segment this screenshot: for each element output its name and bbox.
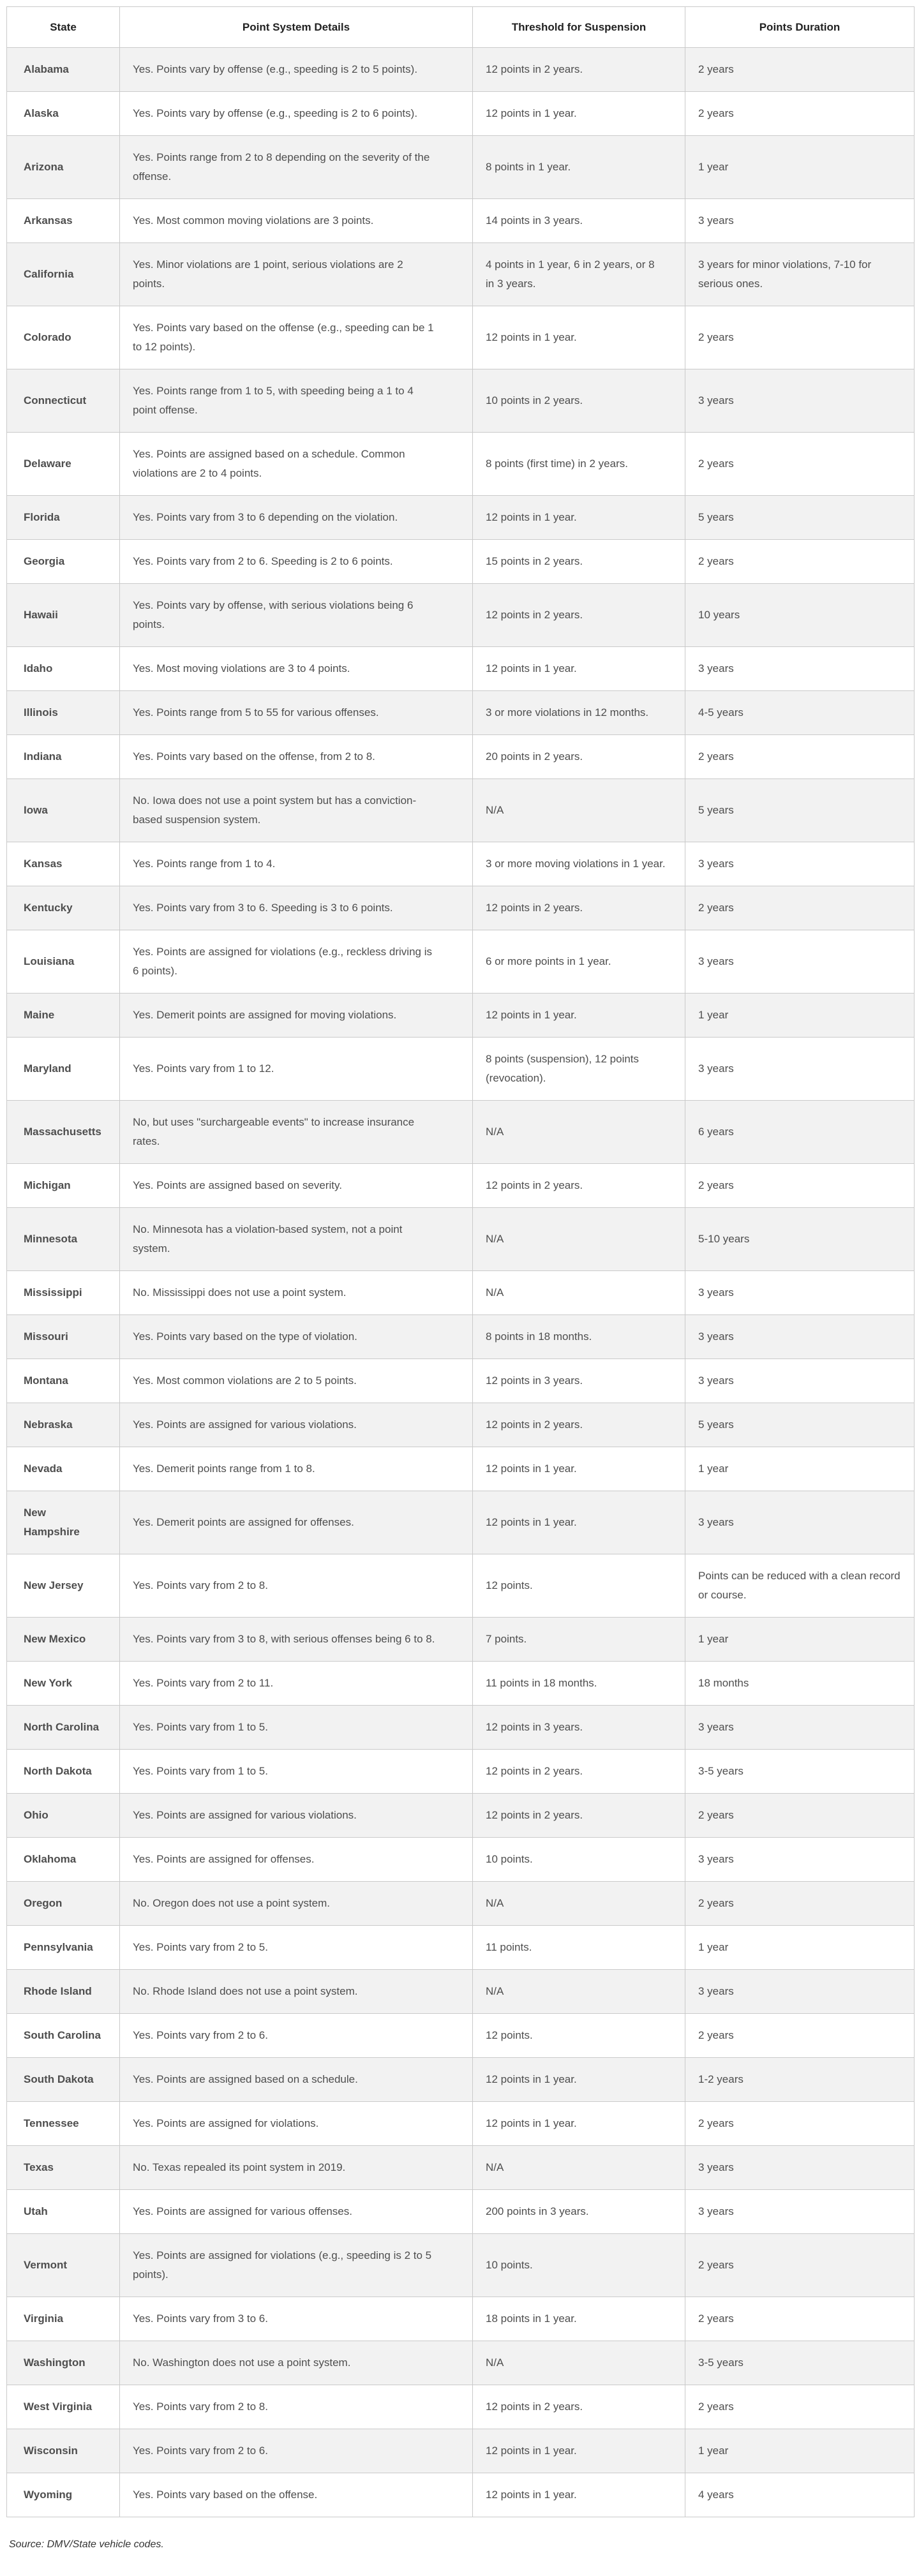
table-row (7, 2341, 915, 2385)
state-cell: Idaho (7, 647, 120, 691)
table-row (7, 1447, 915, 1491)
table-row (7, 1403, 915, 1447)
table-row (7, 1271, 915, 1315)
duration-cell: 5 years (685, 779, 915, 842)
duration-cell: 2 years (685, 2297, 915, 2341)
threshold-cell: 4 points in 1 year, 6 in 2 years, or 8 in 3 years. (473, 243, 685, 306)
state-cell: Louisiana (7, 930, 120, 994)
duration-cell: 1 year (685, 994, 915, 1038)
duration-cell: 2 years (685, 433, 915, 496)
table-row (7, 1706, 915, 1750)
table-row (7, 2190, 915, 2234)
duration-cell: 2 years (685, 92, 915, 136)
details-cell: Yes. Points vary based on the offense. (120, 2473, 473, 2517)
duration-cell: 2 years (685, 48, 915, 92)
threshold-cell: N/A (473, 1208, 685, 1271)
details-cell: Yes. Points vary from 1 to 5. (120, 1750, 473, 1794)
duration-cell: 2 years (685, 2014, 915, 2058)
state-cell: Iowa (7, 779, 120, 842)
threshold-cell: 12 points in 1 year. (473, 306, 685, 369)
details-cell: Yes. Points range from 5 to 55 for various offenses. (120, 691, 473, 735)
table-row (7, 2429, 915, 2473)
threshold-cell: 10 points in 2 years. (473, 369, 685, 433)
threshold-cell: 14 points in 3 years. (473, 199, 685, 243)
state-cell: North Dakota (7, 1750, 120, 1794)
table-row (7, 1662, 915, 1706)
table-row (7, 842, 915, 886)
state-cell: Arkansas (7, 199, 120, 243)
state-cell: Utah (7, 2190, 120, 2234)
threshold-cell: N/A (473, 1882, 685, 1926)
state-cell: Ohio (7, 1794, 120, 1838)
duration-cell: 2 years (685, 1164, 915, 1208)
duration-cell: 3 years (685, 842, 915, 886)
table-row (7, 1618, 915, 1662)
details-cell: Yes. Points are assigned for violations. (120, 2102, 473, 2146)
table-row (7, 92, 915, 136)
threshold-cell: 15 points in 2 years. (473, 540, 685, 584)
table-row (7, 1750, 915, 1794)
threshold-cell: 12 points in 1 year. (473, 92, 685, 136)
threshold-cell: 12 points in 1 year. (473, 647, 685, 691)
duration-cell: 3 years (685, 1970, 915, 2014)
state-cell: Vermont (7, 2234, 120, 2297)
threshold-cell: 18 points in 1 year. (473, 2297, 685, 2341)
threshold-cell: 12 points in 2 years. (473, 1164, 685, 1208)
state-cell: South Carolina (7, 2014, 120, 2058)
duration-cell: 3 years (685, 1706, 915, 1750)
table-body (7, 48, 915, 2517)
threshold-cell: 6 or more points in 1 year. (473, 930, 685, 994)
threshold-cell: 3 or more violations in 12 months. (473, 691, 685, 735)
table-row (7, 1038, 915, 1101)
duration-cell: 2 years (685, 2385, 915, 2429)
duration-cell: 1 year (685, 2429, 915, 2473)
state-cell: Hawaii (7, 584, 120, 647)
details-cell: No. Minnesota has a violation-based system, not a point system. (120, 1208, 473, 1271)
threshold-cell: N/A (473, 1271, 685, 1315)
state-cell: Wyoming (7, 2473, 120, 2517)
details-cell: Yes. Points vary from 3 to 6. (120, 2297, 473, 2341)
state-cell: Virginia (7, 2297, 120, 2341)
threshold-cell: 12 points in 2 years. (473, 1403, 685, 1447)
table-row (7, 647, 915, 691)
details-cell: Yes. Points vary from 2 to 6. Speeding is 2 to 6 points. (120, 540, 473, 584)
details-cell: Yes. Points vary from 2 to 8. (120, 1554, 473, 1618)
state-cell: Tennessee (7, 2102, 120, 2146)
table-row (7, 1926, 915, 1970)
duration-cell: 3 years for minor violations, 7-10 for serious ones. (685, 243, 915, 306)
column-header-threshold: Threshold for Suspension (473, 7, 685, 48)
threshold-cell: 12 points in 1 year. (473, 1491, 685, 1554)
duration-cell: 1 year (685, 1447, 915, 1491)
header-row (7, 7, 915, 48)
duration-cell: 3 years (685, 647, 915, 691)
threshold-cell: 10 points. (473, 2234, 685, 2297)
threshold-cell: 8 points in 18 months. (473, 1315, 685, 1359)
details-cell: Yes. Points vary based on the offense, from 2 to 8. (120, 735, 473, 779)
duration-cell: 3-5 years (685, 2341, 915, 2385)
duration-cell: 5-10 years (685, 1208, 915, 1271)
duration-cell: 5 years (685, 496, 915, 540)
threshold-cell: 12 points in 3 years. (473, 1706, 685, 1750)
threshold-cell: 12 points in 1 year. (473, 2473, 685, 2517)
details-cell: No. Texas repealed its point system in 2019. (120, 2146, 473, 2190)
threshold-cell: 11 points. (473, 1926, 685, 1970)
details-cell: Yes. Points vary from 2 to 8. (120, 2385, 473, 2429)
table-row (7, 306, 915, 369)
state-cell: Kentucky (7, 886, 120, 930)
details-cell: Yes. Points are assigned based on a schedule. Common violations are 2 to 4 points. (120, 433, 473, 496)
state-cell: Oregon (7, 1882, 120, 1926)
table-row (7, 1970, 915, 2014)
duration-cell: 2 years (685, 1882, 915, 1926)
table-row (7, 496, 915, 540)
state-cell: Alabama (7, 48, 120, 92)
details-cell: No. Iowa does not use a point system but has a conviction-based suspension system. (120, 779, 473, 842)
table-row (7, 1882, 915, 1926)
details-cell: Yes. Points vary based on the type of violation. (120, 1315, 473, 1359)
duration-cell: 2 years (685, 2234, 915, 2297)
table-row (7, 994, 915, 1038)
table-row (7, 735, 915, 779)
duration-cell: 1 year (685, 1926, 915, 1970)
duration-cell: 3 years (685, 1491, 915, 1554)
duration-cell: 3 years (685, 1038, 915, 1101)
state-cell: California (7, 243, 120, 306)
state-cell: Alaska (7, 92, 120, 136)
details-cell: Yes. Points are assigned for various violations. (120, 1403, 473, 1447)
details-cell: No. Rhode Island does not use a point system. (120, 1970, 473, 2014)
threshold-cell: 12 points in 1 year. (473, 994, 685, 1038)
details-cell: Yes. Points vary from 2 to 6. (120, 2429, 473, 2473)
duration-cell: 3 years (685, 1315, 915, 1359)
details-cell: No. Oregon does not use a point system. (120, 1882, 473, 1926)
threshold-cell: 8 points in 1 year. (473, 136, 685, 199)
duration-cell: 3 years (685, 2146, 915, 2190)
details-cell: Yes. Points are assigned for various violations. (120, 1794, 473, 1838)
duration-cell: 10 years (685, 584, 915, 647)
details-cell: No. Mississippi does not use a point system. (120, 1271, 473, 1315)
state-cell: Maryland (7, 1038, 120, 1101)
threshold-cell: 8 points (suspension), 12 points (revocation). (473, 1038, 685, 1101)
threshold-cell: 12 points in 2 years. (473, 1750, 685, 1794)
state-cell: Georgia (7, 540, 120, 584)
threshold-cell: 7 points. (473, 1618, 685, 1662)
table-row (7, 2146, 915, 2190)
duration-cell: 1 year (685, 1618, 915, 1662)
details-cell: Yes. Minor violations are 1 point, serious violations are 2 points. (120, 243, 473, 306)
threshold-cell: 3 or more moving violations in 1 year. (473, 842, 685, 886)
details-cell: Yes. Demerit points are assigned for moving violations. (120, 994, 473, 1038)
column-header-state: State (7, 7, 120, 48)
threshold-cell: 12 points in 2 years. (473, 2385, 685, 2429)
details-cell: Yes. Points are assigned based on severity. (120, 1164, 473, 1208)
threshold-cell: N/A (473, 2341, 685, 2385)
table-row (7, 2058, 915, 2102)
details-cell: Yes. Points range from 1 to 4. (120, 842, 473, 886)
details-cell: Yes. Points vary by offense (e.g., speeding is 2 to 6 points). (120, 92, 473, 136)
table-row (7, 1359, 915, 1403)
state-cell: Nevada (7, 1447, 120, 1491)
details-cell: Yes. Points vary from 3 to 6 depending on the violation. (120, 496, 473, 540)
state-cell: South Dakota (7, 2058, 120, 2102)
column-header-points-duration: Points Duration (685, 7, 915, 48)
duration-cell: 2 years (685, 306, 915, 369)
details-cell: Yes. Points are assigned for violations (e.g., reckless driving is 6 points). (120, 930, 473, 994)
duration-cell: 5 years (685, 1403, 915, 1447)
details-cell: Yes. Points vary from 3 to 8, with serious offenses being 6 to 8. (120, 1618, 473, 1662)
table-row (7, 48, 915, 92)
table-row (7, 199, 915, 243)
table-row (7, 2473, 915, 2517)
duration-cell: 2 years (685, 540, 915, 584)
details-cell: Yes. Points vary from 1 to 12. (120, 1038, 473, 1101)
table-row (7, 1554, 915, 1618)
duration-cell: 3 years (685, 1359, 915, 1403)
table-row (7, 1794, 915, 1838)
details-cell: Yes. Points vary from 3 to 6. Speeding is 3 to 6 points. (120, 886, 473, 930)
threshold-cell: 12 points in 2 years. (473, 1794, 685, 1838)
duration-cell: 3 years (685, 1838, 915, 1882)
state-cell: Pennsylvania (7, 1926, 120, 1970)
details-cell: Yes. Points vary from 2 to 11. (120, 1662, 473, 1706)
threshold-cell: 12 points in 3 years. (473, 1359, 685, 1403)
threshold-cell: 12 points in 1 year. (473, 2058, 685, 2102)
state-cell: Washington (7, 2341, 120, 2385)
state-cell: Maine (7, 994, 120, 1038)
details-cell: Yes. Points vary from 2 to 5. (120, 1926, 473, 1970)
threshold-cell: 10 points. (473, 1838, 685, 1882)
threshold-cell: 11 points in 18 months. (473, 1662, 685, 1706)
details-cell: No, but uses "surchargeable events" to increase insurance rates. (120, 1101, 473, 1164)
table-row (7, 2234, 915, 2297)
table-row (7, 1101, 915, 1164)
details-cell: Yes. Points are assigned for violations (e.g., speeding is 2 to 5 points). (120, 2234, 473, 2297)
details-cell: Yes. Demerit points range from 1 to 8. (120, 1447, 473, 1491)
table-row (7, 1838, 915, 1882)
column-header-point-system-details: Point System Details (120, 7, 473, 48)
duration-cell: 6 years (685, 1101, 915, 1164)
table-row (7, 691, 915, 735)
source-note: Source: DMV/State vehicle codes. (9, 2539, 164, 2550)
duration-cell: Points can be reduced with a clean record or course. (685, 1554, 915, 1618)
threshold-cell: N/A (473, 1970, 685, 2014)
details-cell: Yes. Points range from 1 to 5, with speeding being a 1 to 4 point offense. (120, 369, 473, 433)
details-cell: Yes. Most moving violations are 3 to 4 points. (120, 647, 473, 691)
state-cell: Montana (7, 1359, 120, 1403)
duration-cell: 3-5 years (685, 1750, 915, 1794)
details-cell: Yes. Demerit points are assigned for offenses. (120, 1491, 473, 1554)
duration-cell: 1 year (685, 136, 915, 199)
state-cell: Indiana (7, 735, 120, 779)
state-cell: Mississippi (7, 1271, 120, 1315)
details-cell: Yes. Most common violations are 2 to 5 points. (120, 1359, 473, 1403)
table-row (7, 2385, 915, 2429)
state-cell: New Mexico (7, 1618, 120, 1662)
threshold-cell: 20 points in 2 years. (473, 735, 685, 779)
state-cell: Rhode Island (7, 1970, 120, 2014)
details-cell: Yes. Points are assigned based on a schedule. (120, 2058, 473, 2102)
state-cell: Michigan (7, 1164, 120, 1208)
duration-cell: 2 years (685, 735, 915, 779)
state-cell: Colorado (7, 306, 120, 369)
details-cell: Yes. Most common moving violations are 3 points. (120, 199, 473, 243)
table-row (7, 2014, 915, 2058)
duration-cell: 1-2 years (685, 2058, 915, 2102)
threshold-cell: 12 points in 1 year. (473, 2102, 685, 2146)
table-row (7, 2102, 915, 2146)
state-cell: Illinois (7, 691, 120, 735)
table-row (7, 136, 915, 199)
threshold-cell: 200 points in 3 years. (473, 2190, 685, 2234)
threshold-cell: N/A (473, 779, 685, 842)
state-cell: Florida (7, 496, 120, 540)
details-cell: Yes. Points range from 2 to 8 depending on the severity of the offense. (120, 136, 473, 199)
threshold-cell: 8 points (first time) in 2 years. (473, 433, 685, 496)
duration-cell: 2 years (685, 1794, 915, 1838)
details-cell: Yes. Points vary by offense, with serious violations being 6 points. (120, 584, 473, 647)
state-cell: Minnesota (7, 1208, 120, 1271)
state-cell: North Carolina (7, 1706, 120, 1750)
threshold-cell: 12 points in 2 years. (473, 886, 685, 930)
threshold-cell: 12 points in 1 year. (473, 496, 685, 540)
state-cell: New York (7, 1662, 120, 1706)
duration-cell: 3 years (685, 2190, 915, 2234)
state-cell: Nebraska (7, 1403, 120, 1447)
state-cell: Massachusetts (7, 1101, 120, 1164)
table-row (7, 1208, 915, 1271)
duration-cell: 3 years (685, 1271, 915, 1315)
threshold-cell: 12 points. (473, 2014, 685, 2058)
table-row (7, 1491, 915, 1554)
table-row (7, 930, 915, 994)
table-row (7, 243, 915, 306)
details-cell: Yes. Points vary from 2 to 6. (120, 2014, 473, 2058)
table-row (7, 369, 915, 433)
state-cell: Arizona (7, 136, 120, 199)
state-cell: Connecticut (7, 369, 120, 433)
state-cell: New Jersey (7, 1554, 120, 1618)
state-cell: New Hampshire (7, 1491, 120, 1554)
duration-cell: 4 years (685, 2473, 915, 2517)
state-cell: West Virginia (7, 2385, 120, 2429)
table-row (7, 1164, 915, 1208)
threshold-cell: 12 points. (473, 1554, 685, 1618)
duration-cell: 18 months (685, 1662, 915, 1706)
state-cell: Delaware (7, 433, 120, 496)
table-row (7, 433, 915, 496)
duration-cell: 3 years (685, 930, 915, 994)
details-cell: Yes. Points are assigned for offenses. (120, 1838, 473, 1882)
state-cell: Texas (7, 2146, 120, 2190)
details-cell: Yes. Points vary by offense (e.g., speeding is 2 to 5 points). (120, 48, 473, 92)
table-row (7, 584, 915, 647)
table-row (7, 1315, 915, 1359)
state-cell: Oklahoma (7, 1838, 120, 1882)
threshold-cell: 12 points in 1 year. (473, 2429, 685, 2473)
details-cell: Yes. Points are assigned for various offenses. (120, 2190, 473, 2234)
state-cell: Kansas (7, 842, 120, 886)
duration-cell: 2 years (685, 2102, 915, 2146)
duration-cell: 3 years (685, 199, 915, 243)
threshold-cell: 12 points in 2 years. (473, 584, 685, 647)
table-header (7, 7, 915, 48)
table-row (7, 886, 915, 930)
details-cell: No. Washington does not use a point system. (120, 2341, 473, 2385)
state-cell: Missouri (7, 1315, 120, 1359)
duration-cell: 3 years (685, 369, 915, 433)
table-row (7, 779, 915, 842)
threshold-cell: N/A (473, 2146, 685, 2190)
duration-cell: 4-5 years (685, 691, 915, 735)
details-cell: Yes. Points vary based on the offense (e.g., speeding can be 1 to 12 points). (120, 306, 473, 369)
table-row (7, 2297, 915, 2341)
state-cell: Wisconsin (7, 2429, 120, 2473)
table-row (7, 540, 915, 584)
threshold-cell: 12 points in 1 year. (473, 1447, 685, 1491)
details-cell: Yes. Points vary from 1 to 5. (120, 1706, 473, 1750)
threshold-cell: N/A (473, 1101, 685, 1164)
threshold-cell: 12 points in 2 years. (473, 48, 685, 92)
state-points-table (6, 6, 915, 2517)
duration-cell: 2 years (685, 886, 915, 930)
